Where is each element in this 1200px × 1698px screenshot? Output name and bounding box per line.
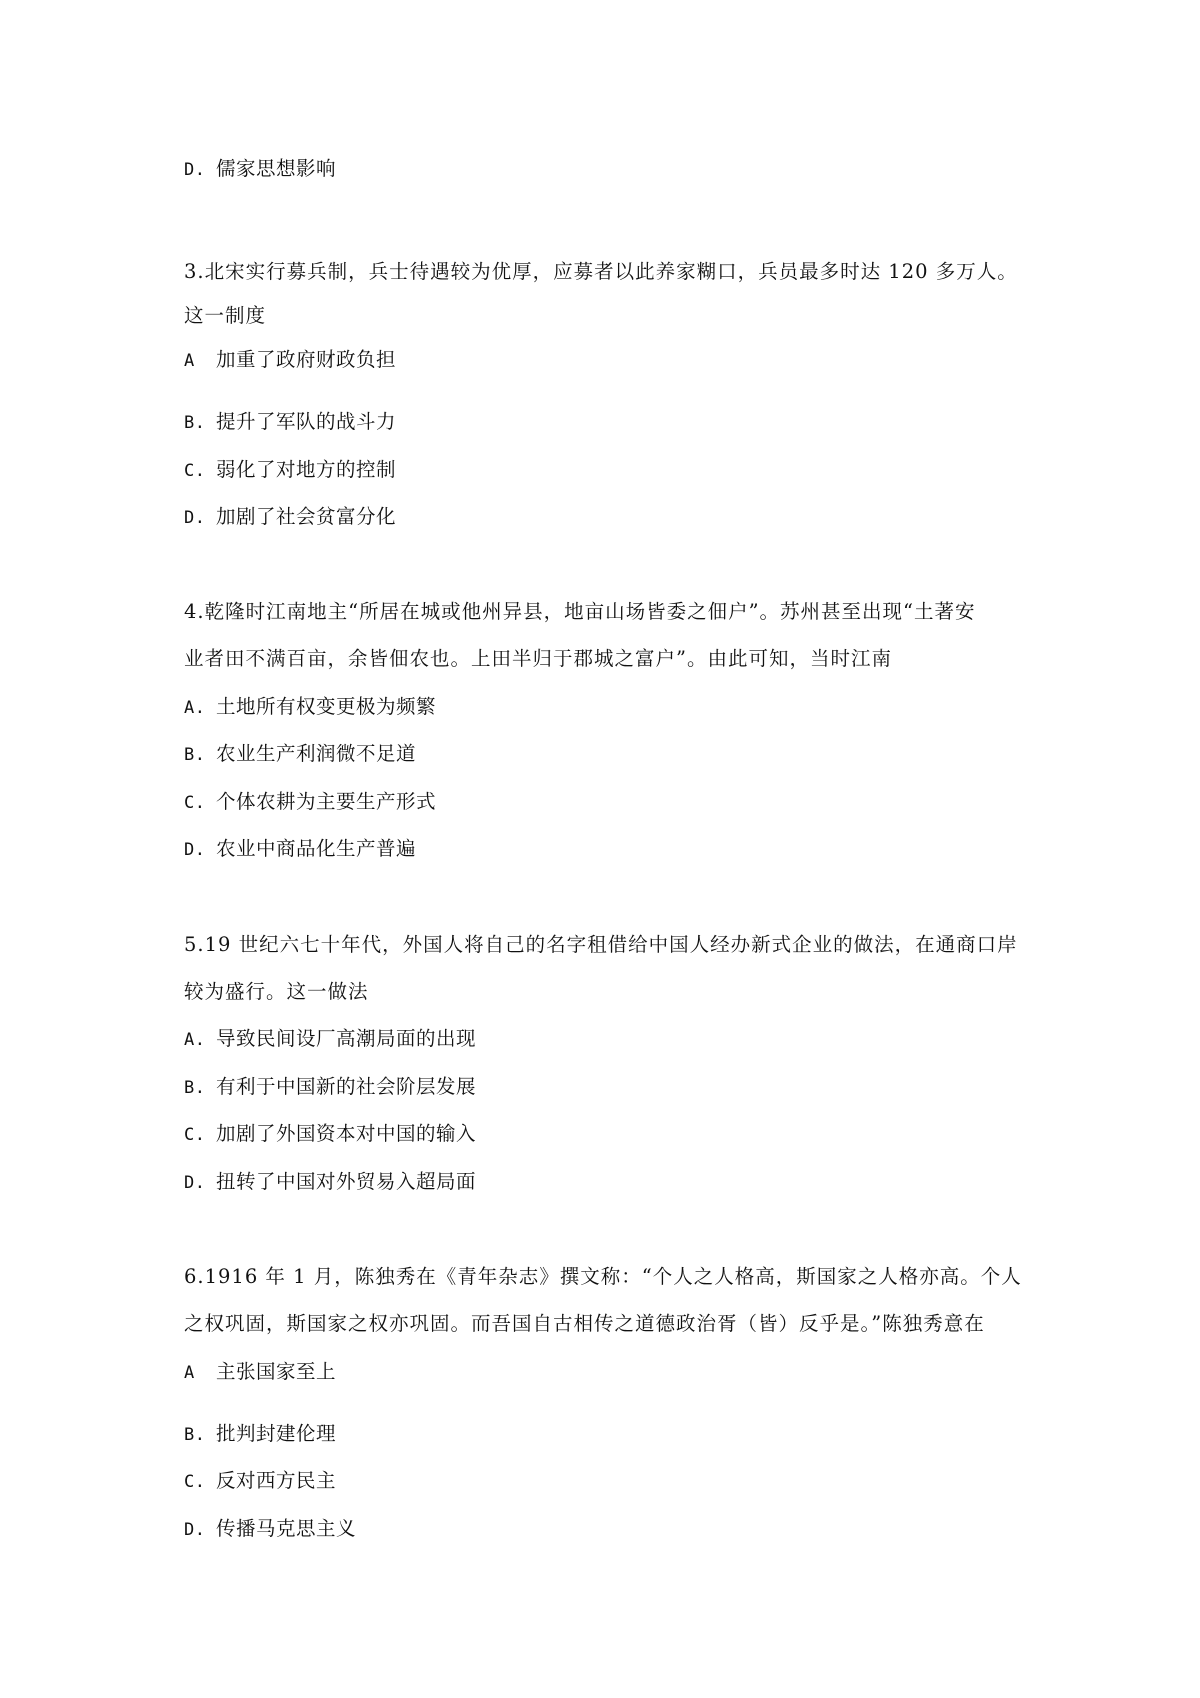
question-4-stem-line-2: 业者田不满百亩，余皆佃农也。上田半归于郡城之富户”。由此可知，当时江南 bbox=[184, 647, 892, 670]
question-6-stem-line-1: 6.1916 年 1 月，陈独秀在《青年杂志》撰文称：“个人之人格高，斯国家之人格亦高。个人 bbox=[184, 1265, 1022, 1288]
question-4-option-d bbox=[184, 835, 1044, 864]
option-letter: B. bbox=[184, 745, 206, 765]
option-letter: D. bbox=[184, 160, 206, 180]
question-6-stem-line-2: 之权巩固，斯国家之权亦巩固。而吾国自古相传之道德政治胥（皆）反乎是。”陈独秀意在 bbox=[184, 1312, 985, 1335]
option-letter: D. bbox=[184, 1173, 206, 1193]
option-text: 提升了军队的战斗力 bbox=[216, 410, 397, 433]
option-text: 加剧了社会贫富分化 bbox=[216, 505, 397, 528]
question-5-option-b bbox=[184, 1073, 1044, 1102]
question-3-option-a bbox=[184, 346, 1044, 375]
option-text: 儒家思想影响 bbox=[216, 157, 337, 180]
option-d-prev bbox=[184, 155, 1044, 184]
question-3-option-b bbox=[184, 408, 1044, 437]
option-letter: A bbox=[184, 351, 195, 371]
option-text: 有利于中国新的社会阶层发展 bbox=[216, 1075, 477, 1098]
question-5-option-c bbox=[184, 1120, 1044, 1149]
option-letter: C. bbox=[184, 1125, 206, 1145]
option-text: 反对西方民主 bbox=[216, 1469, 337, 1492]
question-4-option-b bbox=[184, 740, 1044, 769]
option-text: 加重了政府财政负担 bbox=[216, 348, 397, 371]
option-letter: A bbox=[184, 1363, 195, 1383]
option-text: 土地所有权变更极为频繁 bbox=[216, 695, 437, 718]
option-letter: A. bbox=[184, 1030, 206, 1050]
option-letter: A. bbox=[184, 698, 206, 718]
question-6-option-a bbox=[184, 1358, 1044, 1387]
option-text: 弱化了对地方的控制 bbox=[216, 458, 397, 481]
option-letter: B. bbox=[184, 1078, 206, 1098]
option-text: 个体农耕为主要生产形式 bbox=[216, 790, 437, 813]
question-5-stem-line-1: 5.19 世纪六七十年代，外国人将自己的名字租借给中国人经办新式企业的做法，在通商口岸 bbox=[184, 933, 1018, 956]
option-text: 加剧了外国资本对中国的输入 bbox=[216, 1122, 477, 1145]
question-5-option-d bbox=[184, 1168, 1044, 1197]
option-letter: C. bbox=[184, 461, 206, 481]
option-text: 导致民间设厂高潮局面的出现 bbox=[216, 1027, 477, 1050]
option-text: 农业生产利润微不足道 bbox=[216, 742, 417, 765]
question-3-stem-line-2: 这一制度 bbox=[184, 304, 267, 327]
option-text: 主张国家至上 bbox=[216, 1360, 337, 1383]
question-4-stem-line-1: 4.乾隆时江南地主“所居在城或他州异县，地亩山场皆委之佃户”。苏州甚至出现“土著安 bbox=[184, 600, 976, 623]
option-text: 农业中商品化生产普遍 bbox=[216, 837, 417, 860]
question-5-option-a bbox=[184, 1025, 1044, 1054]
question-6-option-b bbox=[184, 1420, 1044, 1449]
option-letter: D. bbox=[184, 1520, 206, 1540]
option-letter: C. bbox=[184, 793, 206, 813]
question-4-option-a bbox=[184, 693, 1044, 722]
question-3-stem-line-1: 3.北宋实行募兵制，兵士待遇较为优厚，应募者以此养家糊口，兵员最多时达 120 多万人。 bbox=[184, 260, 1018, 283]
option-letter: B. bbox=[184, 413, 206, 433]
question-6-option-d bbox=[184, 1515, 1044, 1544]
question-4-option-c bbox=[184, 788, 1044, 817]
option-letter: D. bbox=[184, 840, 206, 860]
option-letter: B. bbox=[184, 1425, 206, 1445]
option-text: 扭转了中国对外贸易入超局面 bbox=[216, 1170, 477, 1193]
option-letter: D. bbox=[184, 508, 206, 528]
option-text: 传播马克思主义 bbox=[216, 1517, 357, 1540]
option-letter: C. bbox=[184, 1472, 206, 1492]
option-text: 批判封建伦理 bbox=[216, 1422, 337, 1445]
question-6-option-c bbox=[184, 1467, 1044, 1496]
question-3-option-d bbox=[184, 503, 1044, 532]
question-3-option-c bbox=[184, 456, 1044, 485]
question-5-stem-line-2: 较为盛行。这一做法 bbox=[184, 980, 369, 1003]
